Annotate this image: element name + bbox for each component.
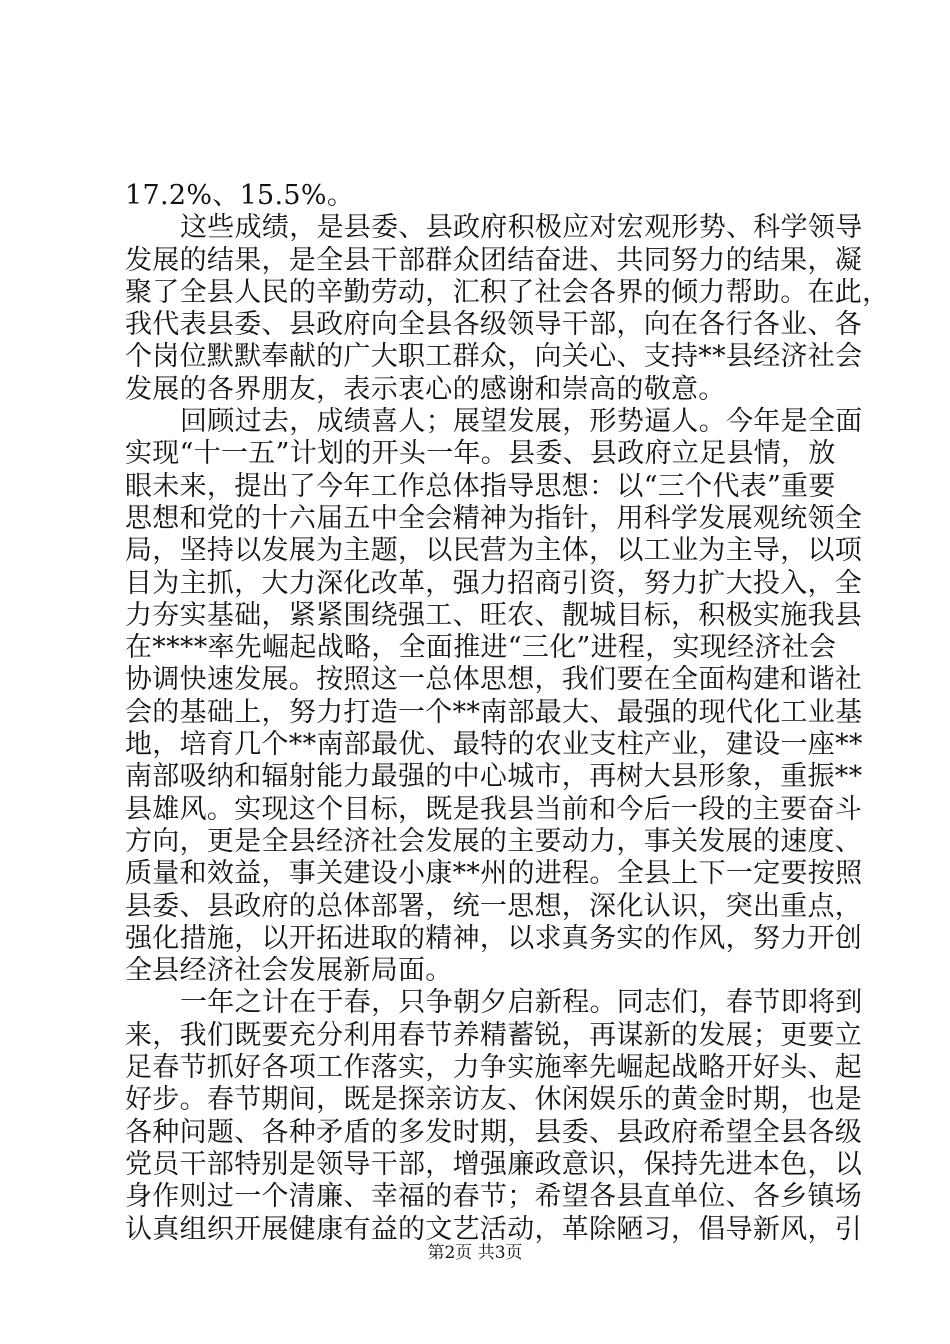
- text-line: 地，培育几个**南部最优、最特的农业支柱产业，建设一座**: [125, 729, 863, 761]
- text-line: 方向，更是全县经济社会发展的主要动力，事关发展的速度、: [125, 825, 863, 857]
- text-line: 认真组织开展健康有益的文艺活动，革除陋习，倡导新风，引: [125, 1213, 863, 1245]
- text-line: 身作则过一个清廉、幸福的春节；希望各县直单位、各乡镇场: [125, 1181, 863, 1213]
- document-body: [125, 180, 890, 1246]
- text-line: 眼未来，提出了今年工作总体指导思想：以“三个代表”重要: [125, 470, 836, 502]
- text-line: 实现“十一五”计划的开头一年。县委、县政府立足县情，放: [125, 438, 836, 470]
- text-line: 质量和效益，事关建设小康**州的进程。全县上下一定要按照: [125, 858, 863, 890]
- text-line: 各种问题、各种矛盾的多发时期，县委、县政府希望全县各级: [125, 1116, 863, 1148]
- paragraph-first-line: 一年之计在于春，只争朝夕启新程。同志们，春节即将到: [180, 987, 863, 1019]
- text-line: 发展的各界朋友，表示衷心的感谢和崇高的敬意。: [125, 373, 726, 405]
- paragraph-first-line: 这些成绩，是县委、县政府积极应对宏观形势、科学领导: [180, 212, 863, 244]
- text-line: 目为主抓，大力深化改革，强力招商引资，努力扩大投入，全: [125, 567, 863, 599]
- text-line: 县雄风。实现这个目标，既是我县当前和今后一段的主要奋斗: [125, 793, 863, 825]
- text-line: 我代表县委、县政府向全县各级领导干部，向在各行各业、各: [125, 309, 863, 341]
- text-line: 聚了全县人民的辛勤劳动，汇积了社会各界的倾力帮助。在此，: [125, 276, 890, 308]
- text-line: 个岗位默默奉献的广大职工群众，向关心、支持**县经济社会: [125, 341, 863, 373]
- text-line: 强化措施，以开拓进取的精神，以求真务实的作风，努力开创: [125, 922, 863, 954]
- text-line: 17.2%、15.5%。: [125, 180, 355, 211]
- text-line: 思想和党的十六届五中全会精神为指针，用科学发展观统领全: [125, 502, 863, 534]
- text-line: 好步。春节期间，既是探亲访友、休闲娱乐的黄金时期，也是: [125, 1084, 863, 1116]
- text-line: 会的基础上，努力打造一个**南部最大、最强的现代化工业基: [125, 696, 863, 728]
- text-line: 在****率先崛起战略，全面推进“三化”进程，实现经济社会: [125, 632, 837, 664]
- text-line: 力夯实基础，紧紧围绕强工、旺农、靓城目标，积极实施我县: [125, 599, 863, 631]
- text-line: 党员干部特别是领导干部，增强廉政意识，保持先进本色，以: [125, 1148, 863, 1180]
- text-line: 协调快速发展。按照这一总体思想，我们要在全面构建和谐社: [125, 664, 863, 696]
- text-line: 足春节抓好各项工作落实，力争实施率先崛起战略开好头、起: [125, 1052, 863, 1084]
- text-line: 来，我们既要充分利用春节养精蓄锐，再谋新的发展；更要立: [125, 1019, 863, 1051]
- text-line: 全县经济社会发展新局面。: [125, 955, 453, 987]
- page-footer: 第2页 共3页: [427, 1243, 523, 1263]
- text-line: 县委、县政府的总体部署，统一思想，深化认识，突出重点，: [125, 890, 863, 922]
- text-line: 发展的结果，是全县干部群众团结奋进、共同努力的结果，凝: [125, 244, 863, 276]
- text-line: 南部吸纳和辐射能力最强的中心城市，再树大县形象，重振**: [125, 761, 863, 793]
- paragraph-first-line: 回顾过去，成绩喜人；展望发展，形势逼人。今年是全面: [180, 406, 863, 438]
- text-line: 局，坚持以发展为主题，以民营为主体，以工业为主导，以项: [125, 535, 863, 567]
